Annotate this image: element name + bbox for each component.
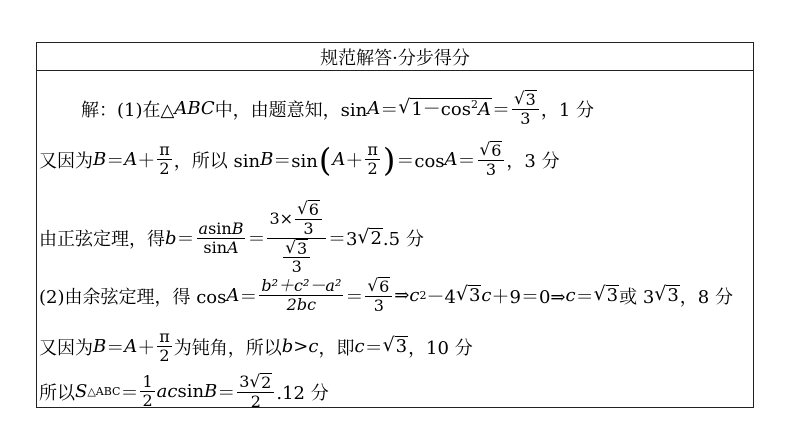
fraction: √ 6 3 (478, 141, 505, 179)
sqrt-expression: √ $1-\cos^2A$ (398, 95, 491, 120)
solution-line-5: 又因为 B ＝ A ＋ $\frac{\pi}{2}$ 为钝角，所以 b > c ，即 c ＝ √ 3 ，10 分 (39, 327, 473, 365)
box-title: 规范解答·分步得分 (37, 43, 753, 71)
fraction: $\frac{\pi}{2}$ (159, 140, 170, 179)
fraction: $\frac{\pi}{2}$ (367, 140, 378, 179)
fraction: $\frac{\pi}{2}$ (159, 327, 170, 365)
solution-line-1: 解：(1)在△ ABC 中，由题意知，sin A ＝ √ $1-\cos^2A$ ＝ √ 3 3 ，1 分 (81, 88, 595, 128)
fraction: 3 √ 2 2 (237, 373, 274, 411)
solution-line-2: 又因为 B ＝ A ＋ $\frac{\pi}{2}$ ，所以 sin B ＝sin ( A ＋ $\frac{\pi}{2}$ ) ＝cos A ＝ √ 6 3 ，3 分 (39, 139, 560, 179)
score-label: ，10 分 (408, 337, 473, 359)
compound-fraction: 3 × √ 6 3 √ 3 3 (267, 200, 325, 276)
solution-box (36, 42, 754, 411)
score-label: ，3 分 (506, 150, 560, 172)
score-label: .5 分 (382, 229, 424, 251)
solution-line-3: 由正弦定理，得 b ＝ $\frac{asinB}{\sin A}$ ＝ 3 × √ 6 3 √ 3 3 ＝3 √ 2 .5 分 (39, 198, 424, 277)
fraction: $\frac{asinB}{\sin A}$ (198, 218, 244, 257)
score-label: ，1 分 (540, 99, 595, 121)
fraction: $\frac{1}{2}$ (142, 372, 153, 411)
fraction: $\frac{\text{b²＋c²－a²}}{2bc}$ (261, 276, 342, 315)
solution-line-6: 所以 S △ABC ＝ $\frac{1}{2}$ ac sin B ＝ 3 √ 2 2 .12 分 (39, 371, 329, 411)
score-label: ，8 分 (679, 286, 733, 308)
fraction: √ 3 3 (512, 90, 539, 128)
solution-line-4: (2)由余弦定理，得 cos A ＝ $\frac{\text{b²＋c²－a²}}{2bc}$ ＝ √ 6 3 ⇒ c 2 －4 √ 3 c ＋9＝0⇒ c ＝ √ 3 或 3 √ 3 ，8 分 (39, 275, 733, 315)
fraction: √ 6 3 (365, 277, 392, 315)
score-label: .12 分 (276, 382, 329, 404)
